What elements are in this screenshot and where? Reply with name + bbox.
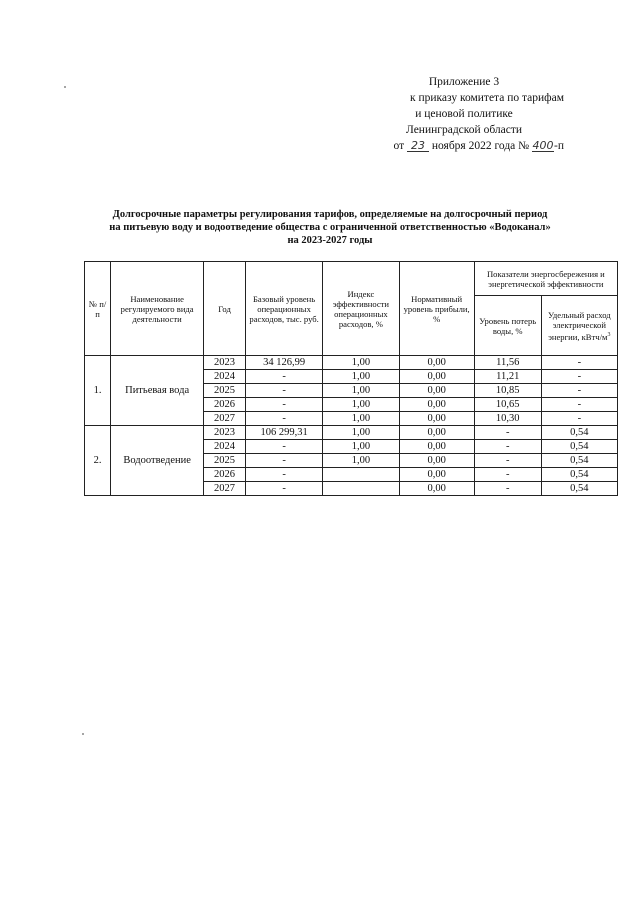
cell-specific: -: [541, 412, 617, 426]
cell-losses: -: [474, 468, 541, 482]
cell-year: 2027: [204, 412, 246, 426]
handwritten-order-number: 400: [532, 139, 554, 152]
cell-profit: 0,00: [399, 398, 474, 412]
header-profit: Нормативный уровень прибыли, %: [399, 262, 474, 356]
cell-index: 1,00: [323, 426, 399, 440]
cell-profit: 0,00: [399, 412, 474, 426]
cell-profit: 0,00: [399, 482, 474, 496]
document-title: [80, 208, 580, 247]
scan-speck: [82, 733, 84, 735]
parameters-table: [84, 261, 618, 496]
cell-index: 1,00: [323, 384, 399, 398]
cell-base: -: [245, 384, 322, 398]
header-year: Год: [204, 262, 246, 356]
header-energy-group: Показатели энергосбережения и энергетической эффективности: [474, 262, 617, 296]
cell-profit: 0,00: [399, 454, 474, 468]
cell-specific: 0,54: [541, 426, 617, 440]
annex-line: и ценовой политике: [415, 108, 513, 120]
cell-specific: 0,54: [541, 468, 617, 482]
cell-specific: 0,54: [541, 454, 617, 468]
cell-base: 34 126,99: [245, 356, 322, 370]
cell-index: 1,00: [323, 412, 399, 426]
cell-specific: -: [541, 384, 617, 398]
cell-base: -: [245, 370, 322, 384]
cell-base: -: [245, 482, 322, 496]
header-specific-energy: [541, 296, 617, 356]
title-line: Долгосрочные параметры регулирования тарифов, определяемые на долгосрочный период: [112, 209, 548, 220]
activity-name: Водоотведение: [111, 426, 204, 496]
activity-name: Питьевая вода: [111, 356, 204, 426]
cell-profit: 0,00: [399, 356, 474, 370]
cell-index: 1,00: [323, 356, 399, 370]
date-middle: ноября 2022 года №: [431, 140, 530, 152]
cell-index: 1,00: [323, 398, 399, 412]
handwritten-day: 23: [407, 140, 429, 152]
annex-header: [304, 74, 564, 154]
header-water-losses: Уровень потерь воды, %: [474, 296, 541, 356]
cell-base: 106 299,31: [245, 426, 322, 440]
cell-index: 1,00: [323, 440, 399, 454]
cell-index: [323, 482, 399, 496]
cell-year: 2027: [204, 482, 246, 496]
cell-index: 1,00: [323, 454, 399, 468]
cell-profit: 0,00: [399, 370, 474, 384]
cell-index: [323, 468, 399, 482]
header-specific-energy-sup: 3: [607, 331, 611, 338]
cell-year: 2024: [204, 440, 246, 454]
cell-losses: 10,65: [474, 398, 541, 412]
cell-specific: -: [541, 370, 617, 384]
order-suffix: -п: [554, 140, 564, 152]
cell-losses: 11,56: [474, 356, 541, 370]
cell-losses: -: [474, 454, 541, 468]
cell-base: -: [245, 398, 322, 412]
cell-losses: -: [474, 440, 541, 454]
cell-profit: 0,00: [399, 426, 474, 440]
cell-losses: 10,30: [474, 412, 541, 426]
header-base-costs: Базовый уровень операционных расходов, тыс. руб.: [245, 262, 322, 356]
cell-losses: -: [474, 426, 541, 440]
cell-year: 2026: [204, 468, 246, 482]
row-number: 1.: [85, 356, 111, 426]
header-activity: Наименование регулируемого вида деятельности: [111, 262, 204, 356]
cell-base: -: [245, 440, 322, 454]
cell-specific: 0,54: [541, 440, 617, 454]
cell-losses: -: [474, 482, 541, 496]
cell-specific: 0,54: [541, 482, 617, 496]
cell-year: 2024: [204, 370, 246, 384]
cell-year: 2026: [204, 398, 246, 412]
table-row: [85, 426, 618, 440]
annex-line: Ленинградской области: [405, 124, 523, 136]
cell-year: 2023: [204, 426, 246, 440]
date-prefix: от: [393, 140, 405, 152]
title-line: на 2023-2027 годы: [287, 235, 373, 246]
cell-year: 2025: [204, 384, 246, 398]
cell-specific: -: [541, 398, 617, 412]
header-specific-energy-text: Удельный расход электрической энергии, кВтч/м: [548, 309, 611, 342]
scan-speck: [64, 86, 66, 88]
cell-index: 1,00: [323, 370, 399, 384]
title-line: на питьевую воду и водоотведение общества с ограниченной ответственностью «Водоканал»: [109, 222, 551, 233]
cell-profit: 0,00: [399, 468, 474, 482]
annex-title: Приложение 3: [428, 76, 500, 88]
cell-base: -: [245, 468, 322, 482]
table-body: [85, 356, 618, 496]
cell-year: 2025: [204, 454, 246, 468]
cell-year: 2023: [204, 356, 246, 370]
cell-losses: 10,85: [474, 384, 541, 398]
cell-specific: -: [541, 356, 617, 370]
row-number: 2.: [85, 426, 111, 496]
header-efficiency-index: Индекс эффективности операционных расходов, %: [323, 262, 399, 356]
cell-profit: 0,00: [399, 384, 474, 398]
cell-profit: 0,00: [399, 440, 474, 454]
annex-date-line: [304, 138, 564, 154]
cell-losses: 11,21: [474, 370, 541, 384]
header-num: № п/п: [85, 262, 111, 356]
table-row: [85, 356, 618, 370]
cell-base: -: [245, 412, 322, 426]
cell-base: -: [245, 454, 322, 468]
annex-line: к приказу комитета по тарифам: [410, 92, 564, 104]
